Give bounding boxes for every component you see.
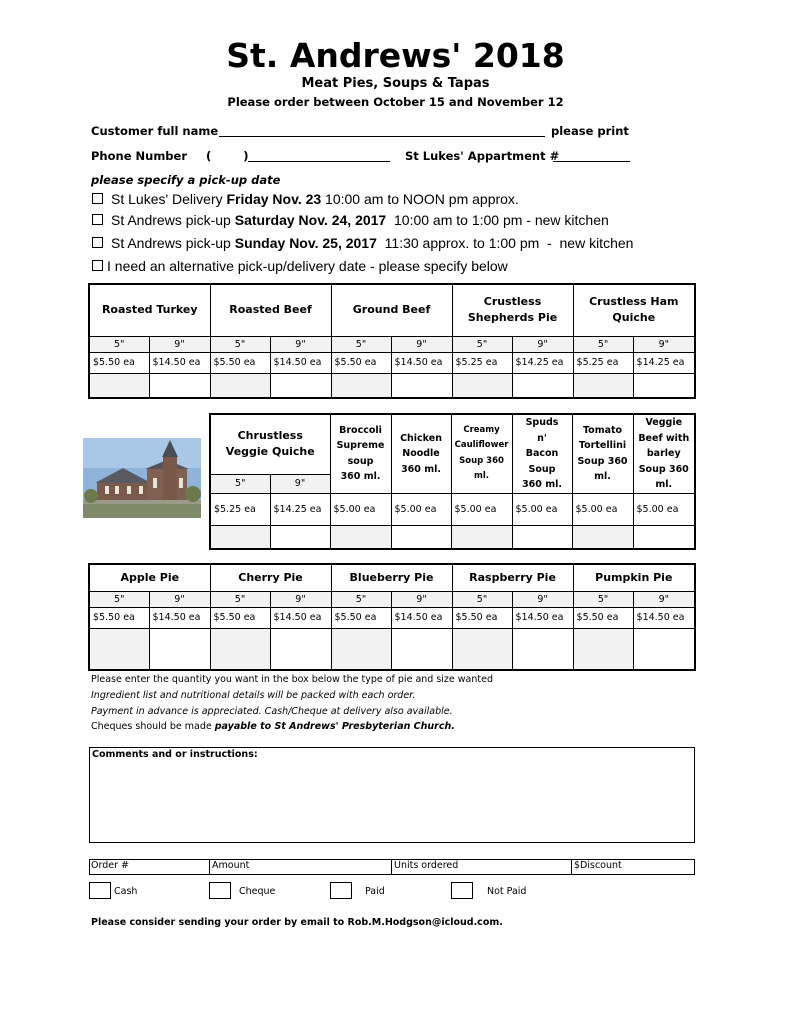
veggie-quiche-name: Chrustless Veggie Quiche [210,414,330,474]
size-label: 5" [210,474,270,493]
size-label: 9" [633,591,695,607]
paid-checkbox[interactable] [330,882,352,899]
price-label: $14.50 ea [270,607,331,628]
payment-note: Payment in advance is appreciated. Cash/Cheque at delivery also available. [91,706,453,717]
size-label: 5" [573,591,633,607]
price-label: $14.50 ea [149,607,210,628]
comments-box[interactable] [89,747,695,843]
price-label: $5.50 ea [210,352,270,373]
divider [391,859,392,875]
checkbox-icon[interactable] [92,260,103,271]
pickup-option-2[interactable] [92,212,609,228]
soup-name: Creamy Cauliflower Soup 360 ml. [451,414,512,493]
quantity-note: Please enter the quantity you want in the box below the type of pie and size wanted [91,674,493,685]
pickup-heading: please specify a pick-up date [91,173,281,187]
pickup-option-3-date: Sunday Nov. 25, 2017 [234,235,377,251]
quantity-cell[interactable] [573,373,633,398]
ingredients-note: Ingredient list and nutritional details will be packed with each order. [91,690,416,701]
cheques-payee: payable to St Andrews' Presbyterian Church. [214,721,455,732]
quantity-cell[interactable] [330,525,391,549]
meat-pie-name: Crustless Shepherds Pie [452,284,573,336]
meat-pies-table [88,283,696,399]
cheque-checkbox[interactable] [209,882,231,899]
size-label: 9" [149,336,210,352]
discount-label: $Discount [574,860,622,871]
page-subtitle: Meat Pies, Soups & Tapas [301,76,490,91]
price-label: $5.00 ea [330,493,391,525]
quantity-cell[interactable] [149,373,210,398]
page-title: St. Andrews' 2018 [226,36,565,75]
quantity-cell[interactable] [452,628,512,670]
pickup-option-2-date: Saturday Nov. 24, 2017 [234,212,387,228]
apartment-label: St Lukes' Appartment # [405,149,560,163]
quantity-cell[interactable] [512,525,572,549]
quantity-cell[interactable] [210,628,270,670]
checkbox-icon[interactable] [92,193,103,204]
cheques-note-text: Cheques should be made [91,721,215,732]
soup-name: Tomato Tortellini Soup 360 ml. [572,414,633,493]
size-label: 9" [270,474,330,493]
order-window-note: Please order between October 15 and November 12 [227,95,564,109]
pickup-option-2-time: 10:00 am to 1:00 pm - new kitchen [386,212,609,228]
cheques-note [91,721,455,732]
size-label: 9" [391,336,452,352]
cash-checkbox[interactable] [89,882,111,899]
size-label: 9" [633,336,695,352]
price-label: $5.50 ea [331,607,391,628]
pickup-option-3-text: St Andrews pick-up [111,235,235,251]
divider [571,859,572,875]
quantity-cell[interactable] [633,525,695,549]
soup-name: Spuds n' Bacon Soup 360 ml. [512,414,572,493]
quantity-cell[interactable] [512,373,573,398]
size-label: 5" [452,591,512,607]
comments-label: Comments and or instructions: [92,749,258,760]
fruit-pie-name: Blueberry Pie [331,564,452,591]
price-label: $5.00 ea [391,493,451,525]
quantity-cell[interactable] [210,525,270,549]
size-label: 9" [512,336,573,352]
phone-area-code[interactable]: ( ) [206,149,249,163]
price-label: $5.50 ea [573,607,633,628]
price-label: $14.50 ea [149,352,210,373]
price-label: $14.50 ea [512,607,573,628]
quantity-cell[interactable] [270,525,330,549]
checkbox-icon[interactable] [92,214,103,225]
fruit-pie-name: Pumpkin Pie [573,564,695,591]
quantity-cell[interactable] [451,525,512,549]
pickup-option-4[interactable] [92,258,508,274]
paid-label: Paid [365,886,385,897]
apartment-field[interactable] [553,149,630,162]
pickup-option-2-text: St Andrews pick-up [111,212,235,228]
size-label: 5" [210,591,270,607]
quantity-cell[interactable] [512,628,573,670]
size-label: 9" [270,591,331,607]
order-number-label: Order # [91,860,129,871]
quantity-cell[interactable] [149,628,210,670]
divider [209,859,210,875]
price-label: $5.00 ea [633,493,695,525]
quantity-cell[interactable] [331,628,391,670]
quiche-soups-table [209,413,696,550]
fruit-pie-name: Raspberry Pie [452,564,573,591]
quantity-cell[interactable] [572,525,633,549]
quantity-cell[interactable] [270,373,331,398]
pickup-option-3[interactable] [92,235,633,251]
phone-field[interactable] [248,149,390,162]
size-label: 9" [149,591,210,607]
fruit-pies-table [88,563,696,671]
pickup-option-4-text: I need an alternative pick-up/delivery date - please specify below [107,258,508,274]
price-label: $5.50 ea [210,607,270,628]
price-label: $5.00 ea [451,493,512,525]
size-label: 9" [512,591,573,607]
cash-label: Cash [114,886,138,897]
meat-pie-name: Roasted Beef [210,284,331,336]
checkbox-icon[interactable] [92,237,103,248]
quantity-cell[interactable] [452,373,512,398]
price-label: $5.00 ea [512,493,572,525]
quantity-cell[interactable] [391,373,452,398]
customer-name-label: Customer full name [91,124,219,138]
size-label: 5" [331,591,391,607]
size-label: 5" [573,336,633,352]
quantity-cell[interactable] [89,628,149,670]
price-label: $14.50 ea [270,352,331,373]
email-instruction: Please consider sending your order by email to Rob.M.Hodgson@icloud.com. [91,917,503,928]
quantity-cell[interactable] [89,373,149,398]
soup-name: Broccoli Supreme soup 360 ml. [330,414,391,493]
price-label: $14.25 ea [512,352,573,373]
size-label: 5" [331,336,391,352]
cheque-label: Cheque [239,886,276,897]
fruit-pie-name: Apple Pie [89,564,210,591]
pickup-option-1-date: Friday Nov. 23 [226,191,322,207]
price-label: $14.50 ea [633,607,695,628]
meat-pie-name: Crustless Ham Quiche [573,284,695,336]
church-photo [83,438,201,518]
fruit-pie-name: Cherry Pie [210,564,331,591]
meat-pie-name: Ground Beef [331,284,452,336]
meat-pie-name: Roasted Turkey [89,284,210,336]
quantity-cell[interactable] [633,373,695,398]
phone-label: Phone Number [91,149,188,163]
soup-name: Veggie Beef with barley Soup 360 ml. [633,414,695,493]
quantity-cell[interactable] [391,525,451,549]
pickup-option-1-time: 10:00 am to NOON pm approx. [321,191,519,207]
pickup-option-1[interactable] [92,191,519,207]
quantity-cell[interactable] [391,628,452,670]
price-label: $5.25 ea [452,352,512,373]
quantity-cell[interactable] [210,373,270,398]
price-label: $5.50 ea [452,607,512,628]
price-label: $5.25 ea [573,352,633,373]
price-label: $5.50 ea [89,607,149,628]
not-paid-label: Not Paid [487,886,527,897]
price-label: $14.25 ea [633,352,695,373]
price-label: $14.50 ea [391,607,452,628]
size-label: 9" [391,591,452,607]
price-label: $5.00 ea [572,493,633,525]
size-label: 9" [270,336,331,352]
please-print-label: please print [551,124,629,138]
price-label: $14.50 ea [391,352,452,373]
size-label: 5" [452,336,512,352]
price-label: $5.25 ea [210,493,270,525]
price-label: $5.50 ea [89,352,149,373]
quantity-cell[interactable] [633,628,695,670]
size-label: 5" [210,336,270,352]
units-ordered-label: Units ordered [394,860,459,871]
soup-name: Chicken Noodle 360 ml. [391,414,451,493]
price-label: $5.50 ea [331,352,391,373]
size-label: 5" [89,591,149,607]
quantity-cell[interactable] [331,373,391,398]
quantity-cell[interactable] [573,628,633,670]
pickup-option-3-time: 11:30 approx. to 1:00 pm - new kitchen [376,235,634,251]
pickup-option-1-text: St Lukes' Delivery [111,191,227,207]
amount-label: Amount [212,860,250,871]
quantity-cell[interactable] [270,628,331,670]
customer-name-field[interactable] [219,124,545,137]
not-paid-checkbox[interactable] [451,882,473,899]
size-label: 5" [89,336,149,352]
price-label: $14.25 ea [270,493,330,525]
